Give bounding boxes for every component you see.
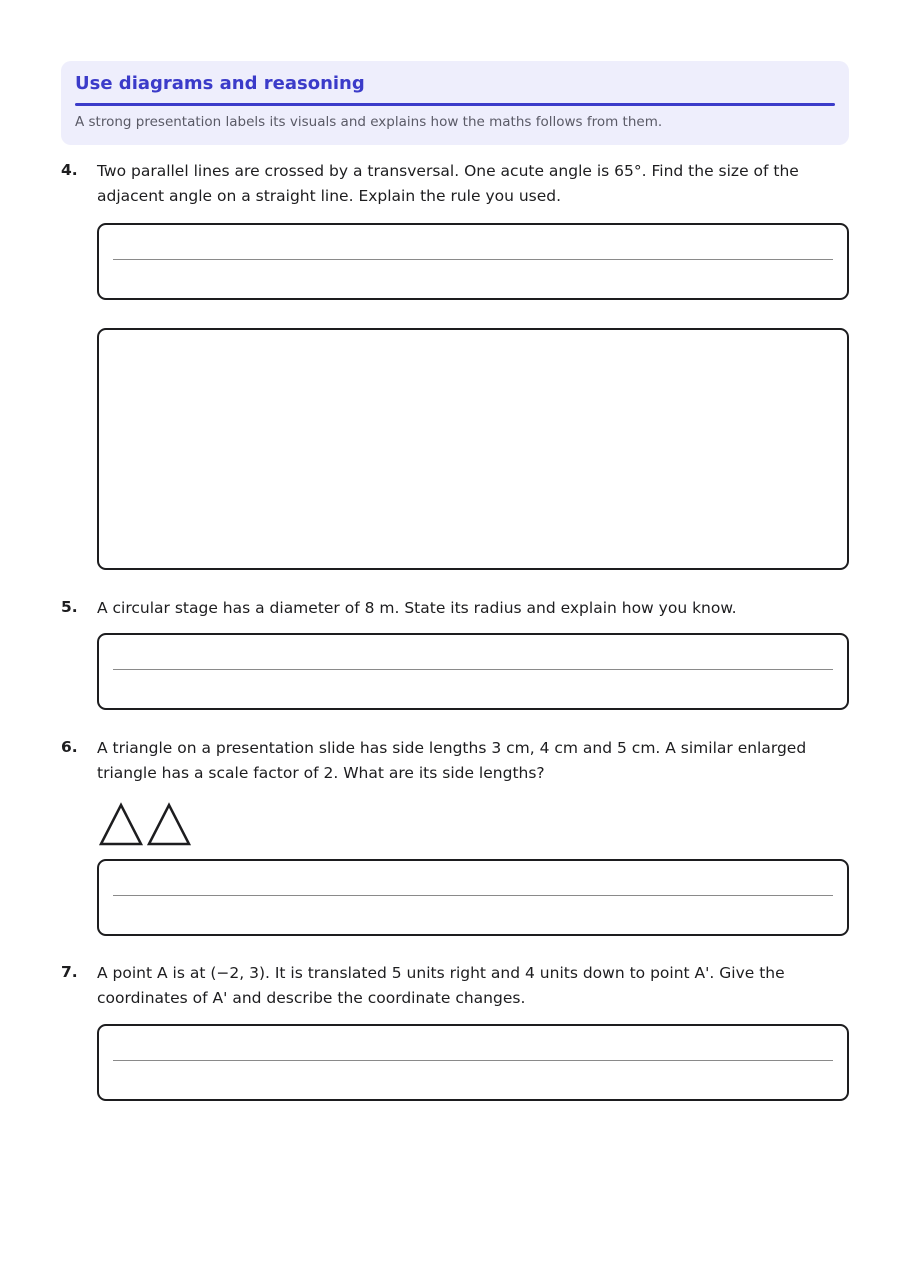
answer-line xyxy=(113,669,833,670)
question-6-answer-box[interactable] xyxy=(97,859,849,936)
triangles-diagram xyxy=(98,800,198,848)
section-title: Use diagrams and reasoning xyxy=(75,73,365,94)
question-5-text: A circular stage has a diameter of 8 m. State its radius and explain how you know. xyxy=(97,599,737,617)
question-7-text: A point A is at (−2, 3). It is translated 5 units right and 4 units down to point A'. Give the coordinates of A' and describe the coordinate changes. xyxy=(97,964,785,1007)
answer-line xyxy=(113,895,833,896)
answer-line xyxy=(113,259,833,260)
original-triangle xyxy=(101,805,141,844)
title-underline xyxy=(75,103,835,106)
question-7-answer-box[interactable] xyxy=(97,1024,849,1101)
question-6-text: A triangle on a presentation slide has side lengths 3 cm, 4 cm and 5 cm. A similar enlarged triangle has a scale factor of 2. What are its side lengths? xyxy=(97,739,807,782)
question-5-number: 5. xyxy=(61,598,78,616)
section-banner xyxy=(61,61,849,145)
section-subtitle: A strong presentation labels its visuals and explains how the maths follows from them. xyxy=(75,114,663,130)
question-4-number: 4. xyxy=(61,161,78,179)
enlarged-triangle xyxy=(149,805,189,844)
question-4-working-box[interactable] xyxy=(97,328,849,570)
question-4-answer-box[interactable] xyxy=(97,223,849,300)
question-7-number: 7. xyxy=(61,963,78,981)
question-4-text: Two parallel lines are crossed by a transversal. One acute angle is 65°. Find the size of the adjacent angle on a straight line. Explain the rule you used. xyxy=(97,162,799,205)
question-6-number: 6. xyxy=(61,738,78,756)
answer-line xyxy=(113,1060,833,1061)
question-5-answer-box[interactable] xyxy=(97,633,849,710)
